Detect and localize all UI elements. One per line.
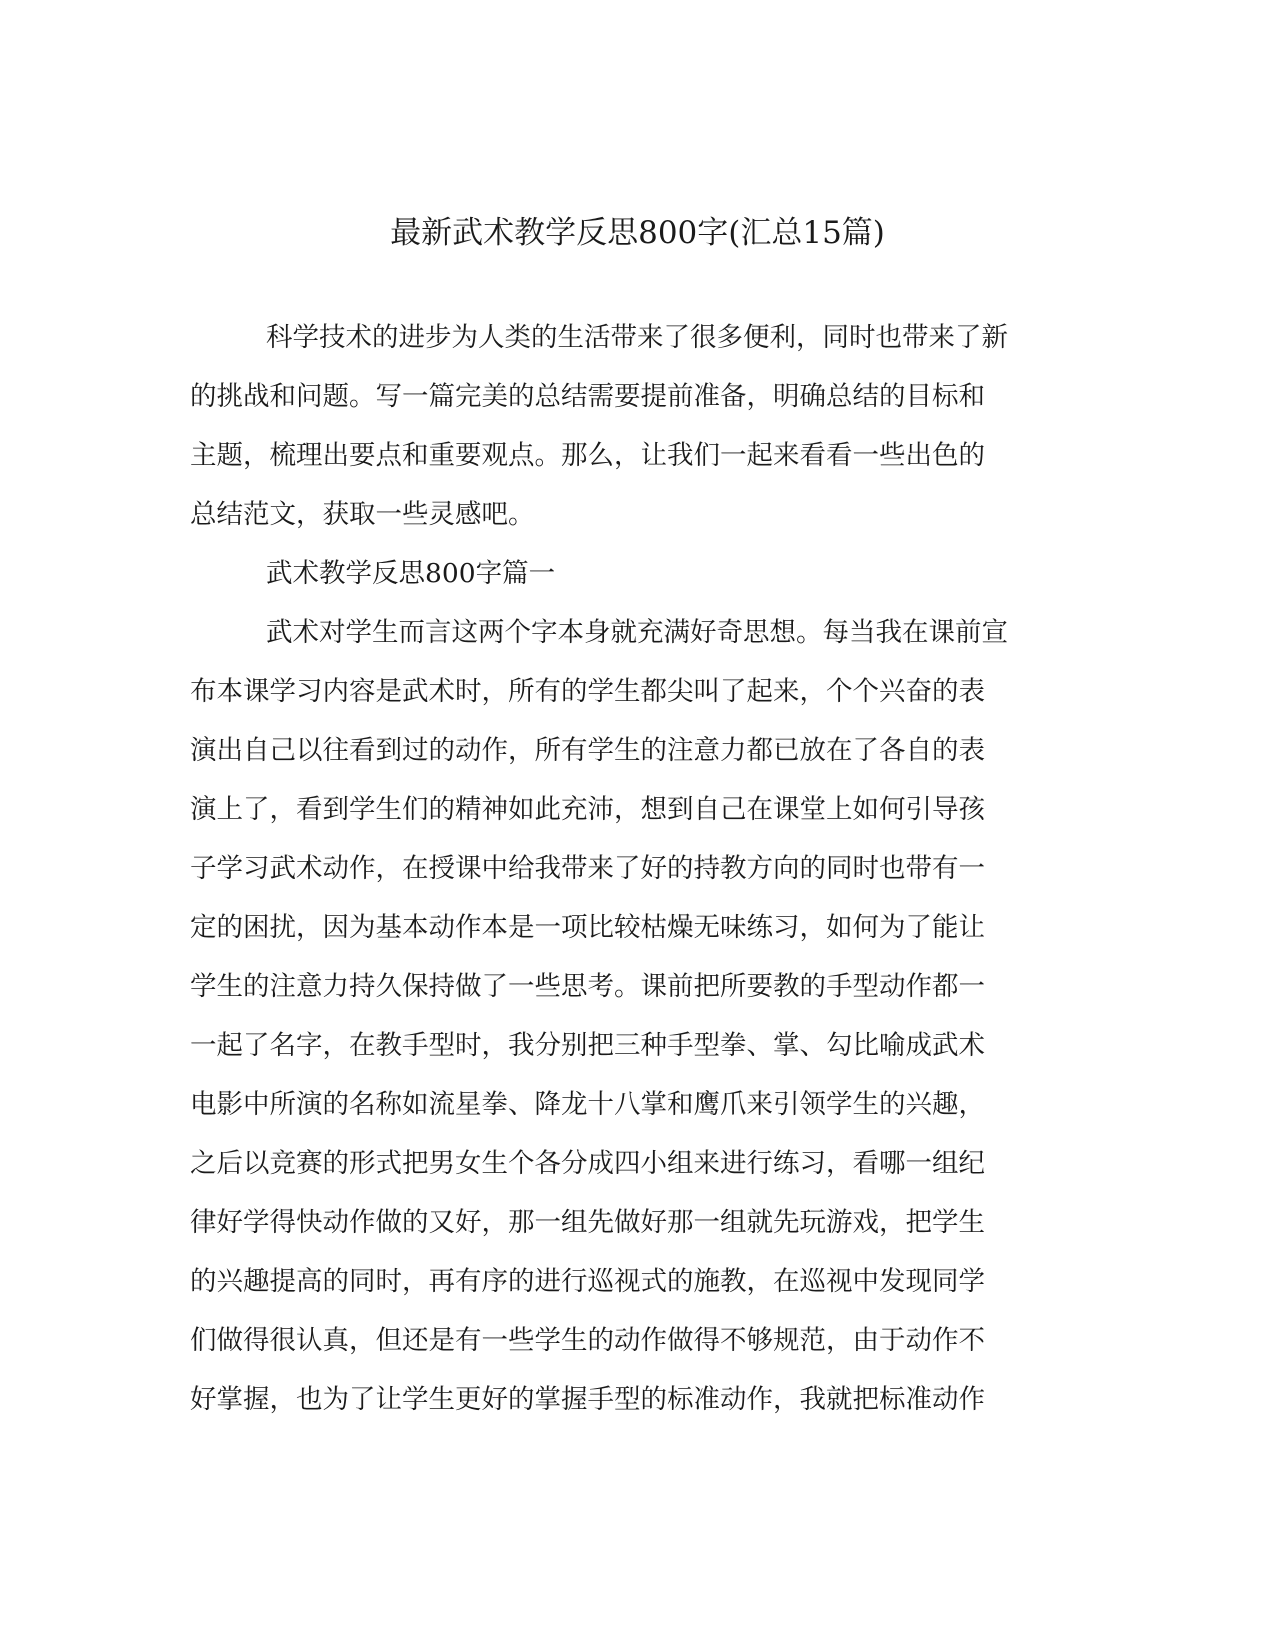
paragraph-line: 好掌握，也为了让学生更好的掌握手型的标准动作，我就把标准动作 [190, 1384, 985, 1415]
paragraph-line: 律好学得快动作做的又好，那一组先做好那一组就先玩游戏，把学生 [190, 1207, 985, 1238]
paragraph-line: 子学习武术动作，在授课中给我带来了好的持教方向的同时也带有一 [190, 853, 985, 884]
paragraph-line: 电影中所演的名称如流星拳、降龙十八掌和鹰爪来引领学生的兴趣， [190, 1089, 985, 1120]
paragraph-line: 学生的注意力持久保持做了一些思考。课前把所要教的手型动作都一 [190, 971, 985, 1002]
paragraph-line: 布本课学习内容是武术时，所有的学生都尖叫了起来，个个兴奋的表 [190, 676, 985, 707]
paragraph-line: 之后以竞赛的形式把男女生个各分成四小组来进行练习，看哪一组纪 [190, 1148, 985, 1179]
paragraph-line: 的挑战和问题。写一篇完美的总结需要提前准备，明确总结的目标和 [190, 381, 985, 412]
paragraph-line: 演上了，看到学生们的精神如此充沛，想到自己在课堂上如何引导孩 [190, 794, 985, 825]
document-title: 最新武术教学反思800字(汇总15篇) [390, 215, 885, 251]
paragraph-line: 定的困扰，因为基本动作本是一项比较枯燥无味练习，如何为了能让 [190, 912, 985, 943]
paragraph-line: 演出自己以往看到过的动作，所有学生的注意力都已放在了各自的表 [190, 735, 985, 766]
paragraph-line: 一起了名字，在教手型时，我分别把三种手型拳、掌、勾比喻成武术 [190, 1030, 985, 1061]
paragraph-line: 总结范文，获取一些灵感吧。 [190, 499, 535, 530]
paragraph-line: 科学技术的进步为人类的生活带来了很多便利，同时也带来了新 [266, 322, 1008, 353]
paragraph-line: 主题，梳理出要点和重要观点。那么，让我们一起来看看一些出色的 [190, 440, 985, 471]
paragraph-line: 们做得很认真，但还是有一些学生的动作做得不够规范，由于动作不 [190, 1325, 985, 1356]
paragraph-line: 武术对学生而言这两个字本身就充满好奇思想。每当我在课前宣 [266, 617, 1008, 648]
section-heading: 武术教学反思800字篇一 [266, 558, 556, 589]
paragraph-line: 的兴趣提高的同时，再有序的进行巡视式的施教，在巡视中发现同学 [190, 1266, 985, 1297]
